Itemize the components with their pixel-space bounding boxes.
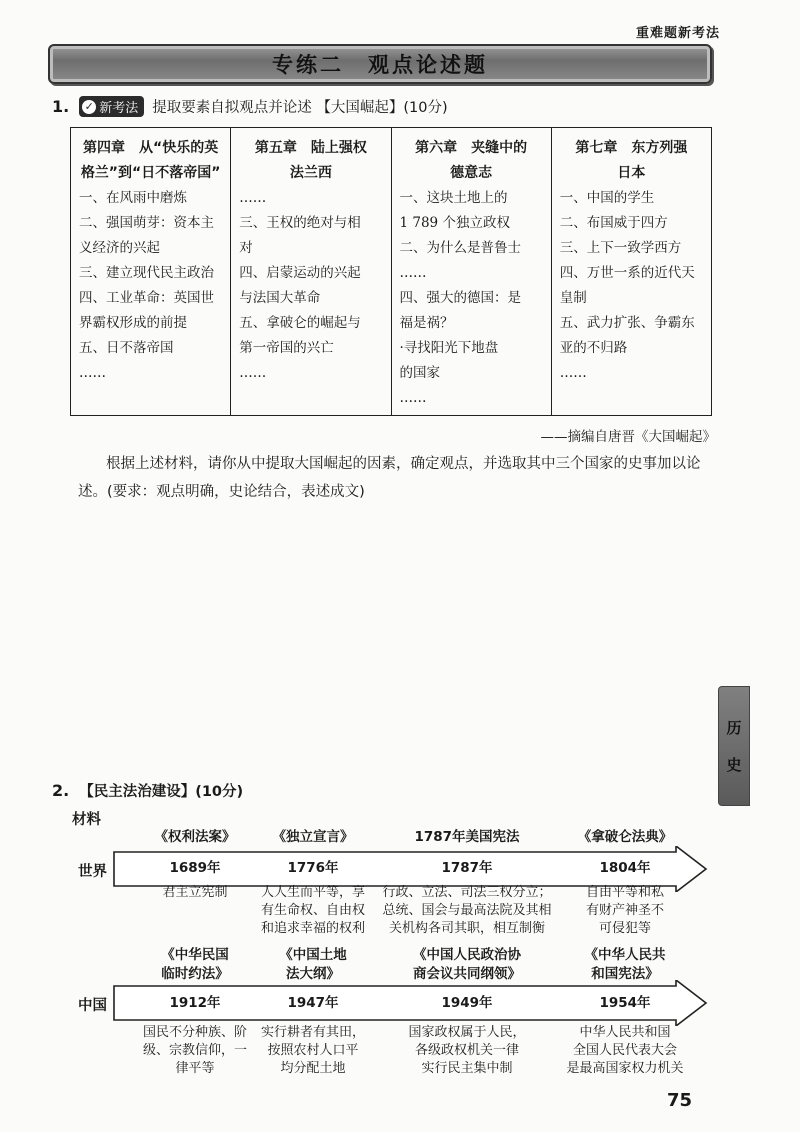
china-year xyxy=(555,994,695,1013)
world-year-line: 1689年 xyxy=(169,860,221,876)
chapter-item: 一、在风雨中磨炼 xyxy=(79,190,187,206)
chapter-item: …… xyxy=(399,265,427,281)
chapter-item: 三、上下一致学西方 xyxy=(559,240,682,256)
chapters-table xyxy=(70,127,712,416)
chapter-item: 三、王权的绝对与相 xyxy=(239,215,361,231)
chapter-item: …… xyxy=(239,365,267,381)
china-document-title xyxy=(243,946,383,984)
world-note-line: 人人生而平等，享 xyxy=(260,885,365,900)
world-document-title-line: 《拿破仑法典》 xyxy=(577,829,673,845)
chapter-item: 五、日不落帝国 xyxy=(79,340,174,356)
chapter-title xyxy=(239,136,382,186)
chapter-title xyxy=(79,136,222,186)
new-method-badge xyxy=(79,96,144,117)
chapter-item: 三、建立现代民主政治 xyxy=(79,265,214,281)
world-note-line: 有财产神圣不 xyxy=(585,903,664,918)
china-document-title xyxy=(555,946,695,984)
china-year xyxy=(372,994,562,1013)
question-1-prompt: 根据上述材料，请你从中提取大国崛起的因素，确定观点，并选取其中三个国家的史事加以论述。(要求：观点明确，史论结合，表述成文) xyxy=(78,456,701,500)
section-tag: 重难题新考法 xyxy=(635,26,720,41)
chapter-item: 亚的不归路 xyxy=(559,340,628,356)
chapter-item: 1 789 个独立政权 xyxy=(399,215,510,231)
china-year-line: 1949年 xyxy=(441,995,493,1011)
chapter-item: 五、拿破仑的崛起与 xyxy=(239,315,361,331)
world-note xyxy=(372,884,562,938)
chapter-cell xyxy=(231,128,391,416)
world-year-line: 1787年 xyxy=(441,860,493,876)
chapter-title-line: 法兰西 xyxy=(289,165,332,181)
chapter-title-line: 第六章 夹缝中的 xyxy=(415,140,528,156)
china-note-line: 按照农村人口平 xyxy=(267,1043,359,1058)
chapter-title-line: 第七章 东方列强 xyxy=(575,140,688,156)
chapter-title-line: 日本 xyxy=(617,165,646,181)
china-year-line: 1912年 xyxy=(169,995,221,1011)
world-document-title xyxy=(372,828,562,847)
world-note-line: 行政、立法、司法三权分立； xyxy=(382,885,552,900)
china-document-title-line: 《中国人民政治协 xyxy=(413,947,521,963)
world-note-line: 君主立宪制 xyxy=(162,885,228,900)
chapter-item: 福是祸？ xyxy=(399,315,454,331)
chapter-item: 五、武力扩张、争霸东 xyxy=(559,315,695,331)
china-note xyxy=(555,1024,695,1078)
chapter-item: 二、布国威于四方 xyxy=(559,215,668,231)
chapter-title xyxy=(400,136,543,186)
china-note-line: 均分配土地 xyxy=(280,1061,346,1076)
chapter-item: 四、启蒙运动的兴起 xyxy=(239,265,361,281)
china-document-title-line: 《中国土地 xyxy=(279,947,347,963)
china-note-line: 中华人民共和国 xyxy=(579,1025,671,1040)
chapter-item: 对 xyxy=(239,240,253,256)
chapter-item: 二、强国萌芽：资本主 xyxy=(79,215,214,231)
china-note-line: 实行耕者有其田， xyxy=(260,1025,365,1040)
world-note xyxy=(555,884,695,938)
chapter-title-line: 格兰”到“日不落帝国” xyxy=(80,165,221,181)
chapter-item: …… xyxy=(559,365,587,381)
page-number: 75 xyxy=(666,1090,692,1111)
world-year xyxy=(243,859,383,878)
chapter-title-line: 第五章 陆上强权 xyxy=(254,140,367,156)
chapter-item: …… xyxy=(399,390,427,406)
china-note-line: 律平等 xyxy=(175,1061,215,1076)
world-document-title xyxy=(555,828,695,847)
china-document-title-line: 临时约法》 xyxy=(161,966,229,982)
world-note-line: 和追求幸福的权利 xyxy=(260,921,365,936)
source-citation: ——摘编自唐晋《大国崛起》 xyxy=(540,429,716,445)
chapter-item: 四、万世一系的近代天 xyxy=(559,265,695,281)
chapter-title-line: 德意志 xyxy=(450,165,493,181)
question-2-stem-line xyxy=(52,780,243,801)
chapter-cell xyxy=(71,128,231,416)
material-label: 材料 xyxy=(72,812,101,828)
china-region-label: 中国 xyxy=(78,998,107,1014)
chapter-item: 的国家 xyxy=(399,365,440,381)
chapter-title xyxy=(560,136,703,186)
chapter-item: 四、工业革命：英国世 xyxy=(79,290,214,306)
china-document-title xyxy=(372,946,562,984)
world-document-title-line: 《独立宣言》 xyxy=(272,829,354,845)
china-note-line: 国家政权属于人民， xyxy=(408,1025,526,1040)
world-note xyxy=(243,884,383,938)
china-note-line: 实行民主集中制 xyxy=(421,1061,513,1076)
china-year xyxy=(243,994,383,1013)
world-region-label: 世界 xyxy=(78,864,107,880)
chapter-cell xyxy=(391,128,551,416)
china-document-title-line: 法大纲》 xyxy=(286,966,340,982)
chapter-title-line: 第四章 从“快乐的英 xyxy=(83,140,219,156)
china-document-title-line: 《中华人民共 xyxy=(584,947,666,963)
check-circle-icon: ✓ xyxy=(82,100,96,114)
china-document-title-line: 和国宪法》 xyxy=(591,966,659,982)
chapter-item: ·寻找阳光下地盘 xyxy=(399,340,499,356)
world-document-title xyxy=(243,828,383,847)
chapter-item: 皇制 xyxy=(559,290,587,306)
side-tab-char: 史 xyxy=(726,756,742,774)
question-1-stem-line xyxy=(52,96,448,117)
china-document-title-line: 《中华民国 xyxy=(161,947,229,963)
world-note-line: 可侵犯等 xyxy=(598,921,651,936)
badge-label: 新考法 xyxy=(99,101,139,116)
china-note xyxy=(372,1024,562,1078)
china-note-line: 是最高国家权力机关 xyxy=(566,1061,684,1076)
section-banner xyxy=(48,44,712,84)
chapter-item: 界霸权形成的前提 xyxy=(79,315,187,331)
china-note xyxy=(243,1024,383,1078)
question-1-number: 1. xyxy=(52,97,70,116)
chapter-item: …… xyxy=(239,190,267,206)
china-note-line: 国民不分种族、阶 xyxy=(142,1025,247,1040)
china-document-title-line: 商会议共同纲领》 xyxy=(413,966,521,982)
chapter-item: 一、中国的学生 xyxy=(559,190,655,206)
world-year xyxy=(555,859,695,878)
world-note-line: 总统、国会与最高法院及其相 xyxy=(382,903,552,918)
world-document-title-line: 《权利法案》 xyxy=(154,829,236,845)
world-note-line: 关机构各司其职，相互制衡 xyxy=(388,921,545,936)
chapter-item: 二、为什么是普鲁士 xyxy=(399,240,521,256)
world-year xyxy=(372,859,562,878)
china-note-line: 级、宗教信仰，一 xyxy=(142,1043,247,1058)
side-tab-char: 历 xyxy=(726,719,742,737)
chapter-item: 一、这块土地上的 xyxy=(399,190,508,206)
world-year-line: 1776年 xyxy=(287,860,339,876)
china-note-line: 全国人民代表大会 xyxy=(572,1043,677,1058)
question-2-stem: 【民主法治建设】(10分) xyxy=(79,784,244,800)
chapter-item: 四、强大的德国：是 xyxy=(399,290,521,306)
question-2-number: 2. xyxy=(52,781,70,800)
world-note-line: 有生命权、自由权 xyxy=(260,903,365,918)
world-year-line: 1804年 xyxy=(599,860,651,876)
china-year-line: 1947年 xyxy=(287,995,339,1011)
china-note-line: 各级政权机关一律 xyxy=(414,1043,519,1058)
china-year-line: 1954年 xyxy=(599,995,651,1011)
chapter-cell xyxy=(551,128,711,416)
banner-title: 专练二 观点论述题 xyxy=(272,53,488,77)
chapter-item: …… xyxy=(79,365,106,381)
world-note-line: 自由平等和私 xyxy=(585,885,664,900)
world-document-title-line: 1787年美国宪法 xyxy=(414,829,520,845)
chapter-item: 义经济的兴起 xyxy=(79,240,160,256)
chapter-item: 第一帝国的兴亡 xyxy=(239,340,334,356)
question-1-stem: 提取要素自拟观点并论述 【大国崛起】(10分) xyxy=(152,100,448,116)
chapter-item: 与法国大革命 xyxy=(239,290,321,306)
subject-side-tab xyxy=(718,686,750,806)
